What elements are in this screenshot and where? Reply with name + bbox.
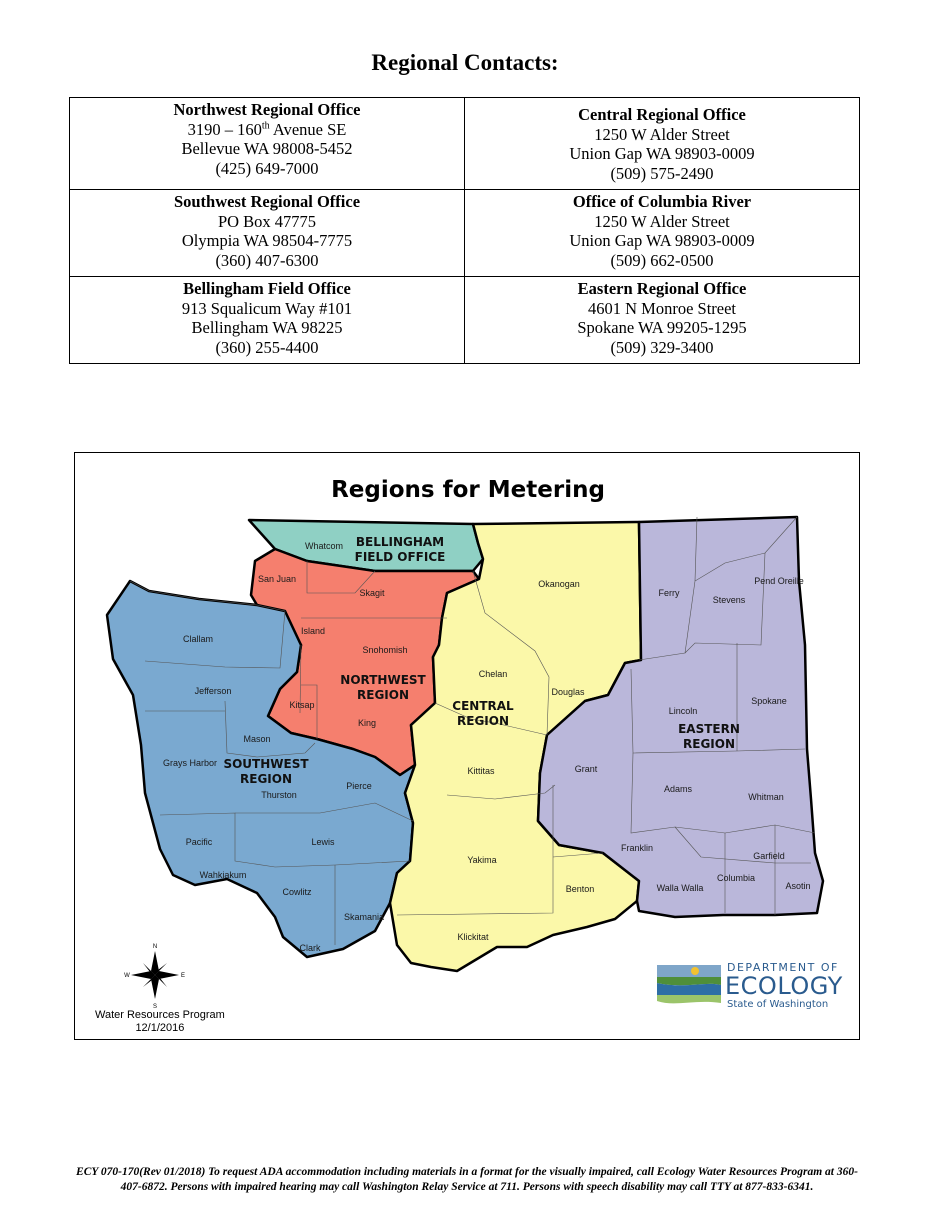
svg-text:E: E (180, 973, 186, 979)
page-title: Regional Contacts: (371, 50, 559, 75)
region-label-eastern: EASTERN (678, 722, 740, 736)
county-label: Kittitas (467, 766, 495, 776)
table-row (70, 190, 860, 277)
office-name: Eastern Regional Office (577, 279, 747, 299)
county-label: Clark (299, 943, 321, 953)
county-label: Pierce (346, 781, 372, 791)
office-city: Union Gap WA 98903-0009 (569, 144, 755, 163)
office-cell-bellingham (70, 277, 465, 364)
office-address: 1250 W Alder Street (594, 211, 730, 231)
county-label: Island (300, 626, 326, 636)
county-label: Klickitat (457, 932, 489, 942)
county-label: Thurston (261, 790, 297, 800)
office-cell-northwest (70, 98, 465, 190)
office-name: Central Regional Office (578, 105, 746, 124)
county-label: Lincoln (668, 706, 698, 716)
county-label: Okanogan (538, 579, 580, 589)
region-label-central: CENTRAL (452, 699, 514, 713)
office-phone: (509) 575-2490 (610, 163, 714, 183)
footer-notice: ECY 070-170(Rev 01/2018) To request ADA accommodation including materials in a format for the visually impaired, call Ecology Water Resources Program at 360-407-6872. Persons with impaired hearing may call Washington Relay Service at 711. Persons with speech disability may call TTY at 877-833-6341. (76, 1166, 858, 1193)
county-label: Wahkiakum (199, 870, 247, 880)
county-label: King (357, 718, 377, 728)
program-credit (95, 1009, 225, 1035)
county-label: Snohomish (362, 645, 408, 655)
county-label: Skagit (359, 588, 385, 598)
county-label: Mason (243, 734, 271, 744)
region-label-bellingham-sub: FIELD OFFICE (354, 550, 446, 564)
ecology-logo-icon (655, 963, 723, 1013)
washington-map (75, 453, 861, 1041)
office-cell-columbia-river (465, 190, 860, 277)
office-name: Office of Columbia River (572, 192, 752, 212)
county-label: Walla Walla (656, 883, 704, 893)
logo-dept: DEPARTMENT OF (727, 961, 839, 974)
office-city: Bellingham WA 98225 (191, 318, 343, 338)
office-name: Northwest Regional Office (173, 100, 361, 119)
county-label: Spokane (751, 696, 787, 706)
county-label: Franklin (620, 843, 654, 853)
office-phone: (509) 329-3400 (610, 337, 714, 357)
office-city: Union Gap WA 98903-0009 (569, 231, 755, 251)
county-label: Whitman (748, 792, 784, 802)
contacts-table (69, 97, 860, 364)
county-label: Asotin (785, 881, 811, 891)
county-label: San Juan (257, 574, 297, 584)
county-label: Skamania (343, 912, 385, 922)
office-city: Olympia WA 98504-7775 (181, 231, 353, 251)
county-label: Ferry (658, 588, 680, 598)
county-label: Columbia (716, 873, 756, 883)
office-phone: (425) 649-7000 (215, 158, 319, 178)
region-label-northwest-sub: REGION (357, 688, 409, 702)
office-name: Southwest Regional Office (173, 192, 361, 212)
office-city: Bellevue WA 98008-5452 (181, 139, 353, 158)
region-label-southwest: SOUTHWEST (223, 757, 309, 771)
office-address: 3190 – 160th Avenue SE (187, 119, 347, 139)
county-label: Stevens (712, 595, 746, 605)
region-label-central-sub: REGION (457, 714, 509, 728)
county-label: Pend Oreille (754, 576, 804, 586)
county-label: Chelan (478, 669, 508, 679)
logo-state: State of Washington (727, 999, 829, 1010)
table-row (70, 277, 860, 364)
office-name: Bellingham Field Office (183, 279, 351, 299)
office-address: 4601 N Monroe Street (587, 298, 737, 318)
svg-text:W: W (124, 973, 130, 979)
table-row (70, 98, 860, 190)
office-cell-central (465, 98, 860, 190)
county-label: Clallam (182, 634, 214, 644)
ecology-logo (655, 961, 845, 1013)
county-label: Kitsap (289, 700, 315, 710)
county-label: Pacific (185, 837, 213, 847)
regions-map (74, 452, 860, 1040)
county-label: Yakima (467, 855, 497, 865)
office-cell-eastern (465, 277, 860, 364)
region-label-southwest-sub: REGION (240, 772, 292, 786)
office-address: 913 Squalicum Way #101 (181, 298, 353, 318)
office-address: PO Box 47775 (217, 211, 317, 231)
county-label: Adams (663, 784, 693, 794)
region-label-eastern-sub: REGION (683, 737, 735, 751)
office-city: Spokane WA 99205-1295 (577, 318, 747, 338)
map-title: Regions for Metering (331, 477, 605, 503)
program-name: Water Resources Program (95, 1009, 225, 1021)
county-label: Grays Harbor (162, 758, 218, 768)
svg-text:S: S (152, 1004, 158, 1010)
county-label: Douglas (551, 687, 585, 697)
region-label-bellingham: BELLINGHAM (355, 535, 445, 549)
county-label: Garfield (753, 851, 785, 861)
county-label: Benton (565, 884, 595, 894)
logo-name: ECOLOGY (725, 972, 843, 1000)
compass-rose-icon (124, 944, 185, 1010)
office-phone: (360) 407-6300 (215, 250, 319, 270)
office-phone: (360) 255-4400 (215, 337, 319, 357)
county-label: Jefferson (194, 686, 232, 696)
county-label: Cowlitz (282, 887, 312, 897)
svg-text:N: N (152, 944, 158, 950)
county-label: Whatcom (304, 541, 344, 551)
county-label: Lewis (311, 837, 335, 847)
office-phone: (509) 662-0500 (610, 250, 714, 270)
office-cell-southwest (70, 190, 465, 277)
map-date: 12/1/2016 (135, 1022, 185, 1034)
county-label: Grant (574, 764, 598, 774)
office-address: 1250 W Alder Street (594, 124, 730, 144)
region-label-northwest: NORTHWEST (340, 673, 426, 687)
